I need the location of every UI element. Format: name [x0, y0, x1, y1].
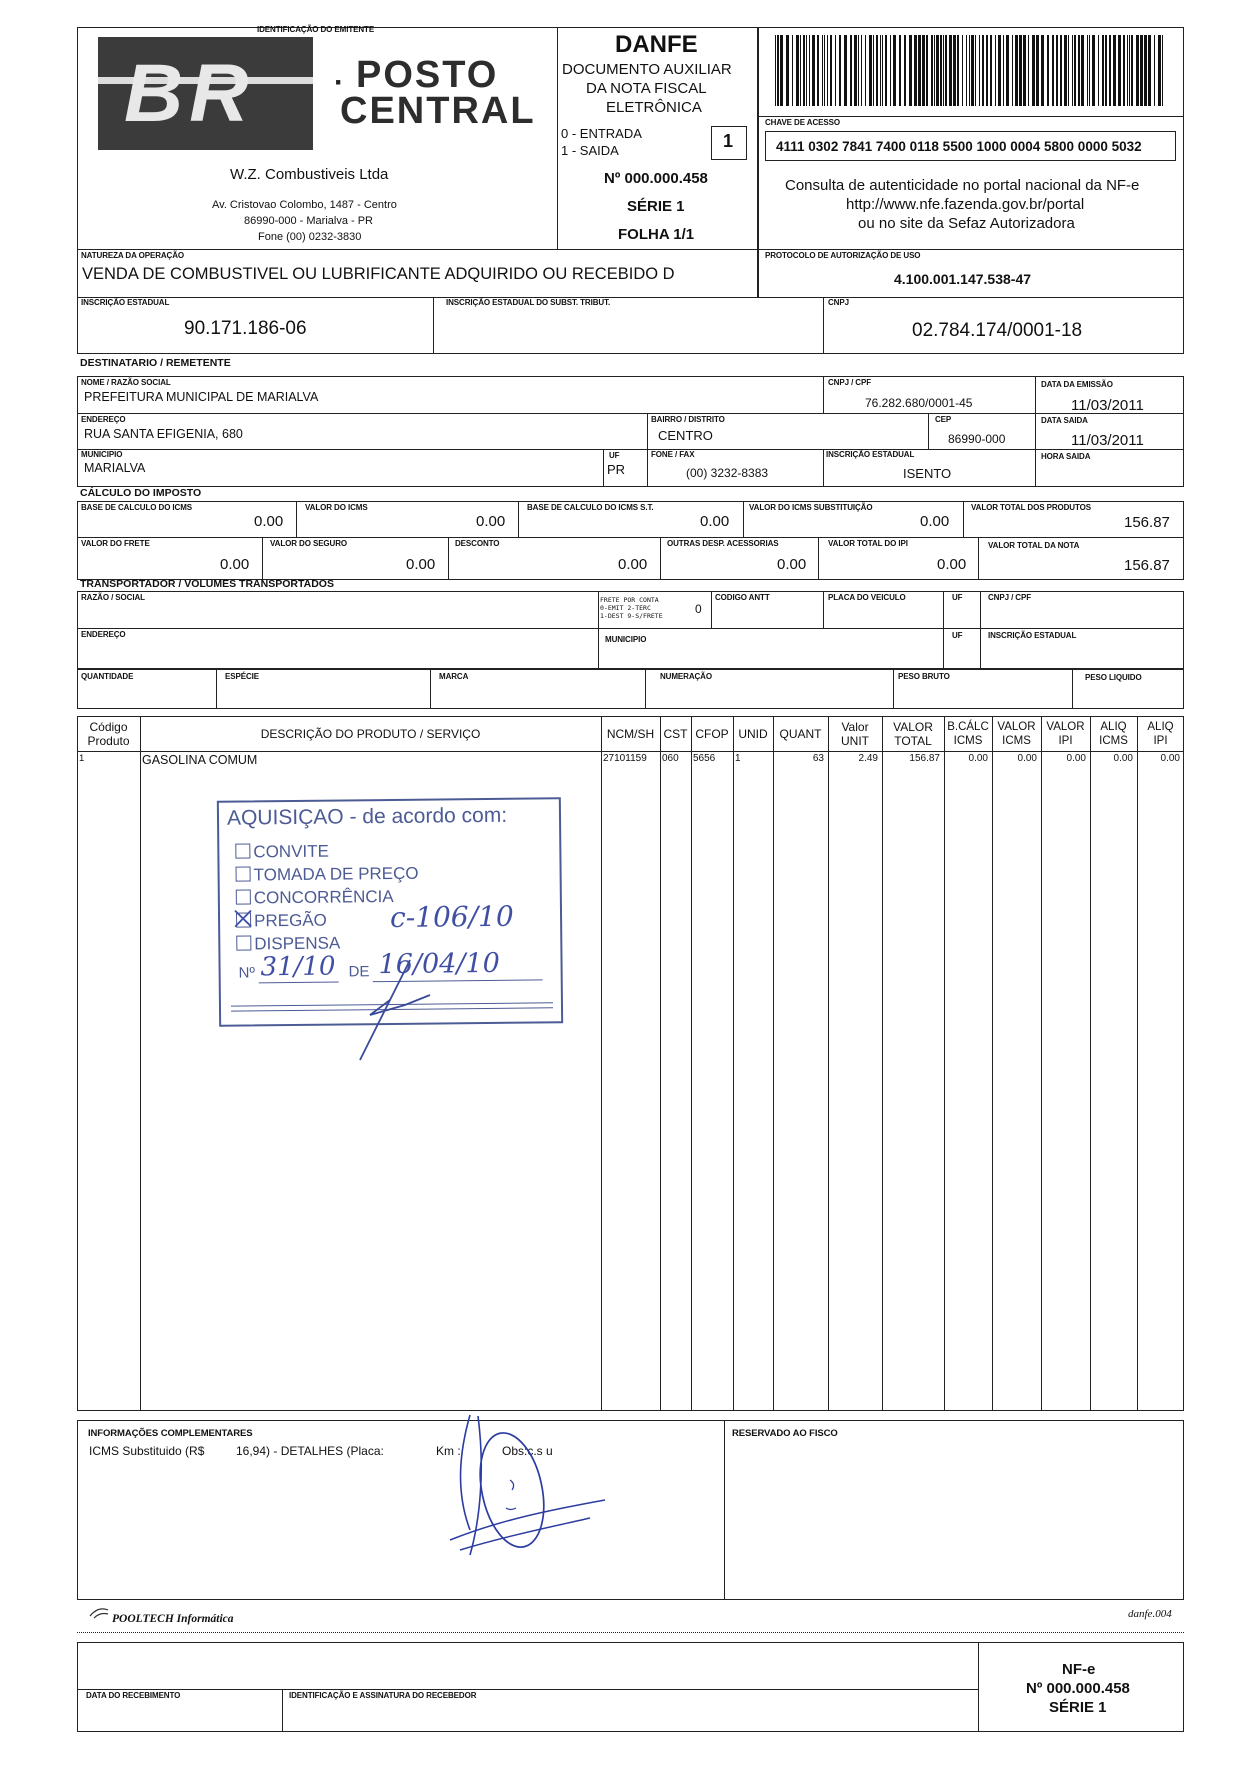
outras-label: OUTRAS DESP. ACESSORIAS — [667, 539, 779, 548]
products-header-cell: Valor — [841, 720, 869, 734]
products-cell: 0.00 — [1066, 753, 1086, 764]
dest-nome-label: NOME / RAZÃO SOCIAL — [81, 378, 171, 387]
dest-vline-cnpj — [823, 376, 824, 413]
stamp-option — [236, 864, 419, 886]
transp-v1 — [598, 591, 599, 669]
chave-divider — [758, 116, 1184, 117]
consulta-line2[interactable]: http://www.nfe.fazenda.gov.br/portal — [846, 196, 1085, 213]
chave-label: CHAVE DE ACESSO — [765, 118, 840, 127]
dest-bairro-label: BAIRRO / DISTRITO — [651, 415, 725, 424]
transp-municipio-label: MUNICIPIO — [605, 635, 647, 644]
dest-uf-label: UF — [609, 451, 620, 460]
vol-marca-label: MARCA — [439, 672, 469, 681]
dest-emissao: 11/03/2011 — [1071, 397, 1144, 414]
fisco-label: RESERVADO AO FISCO — [732, 1428, 838, 1439]
bc-icms-label: BASE DE CALCULO DO ICMS — [81, 503, 193, 512]
vol-especie-label: ESPÉCIE — [225, 672, 259, 681]
protocolo-label: PROTOCOLO DE AUTORIZAÇÃO DE USO — [765, 251, 921, 260]
brand-central: CENTRAL — [340, 90, 536, 132]
dest-saida-label: DATA SAIDA — [1041, 416, 1088, 425]
checkbox-icon — [236, 889, 251, 904]
barcode-icon — [775, 35, 1165, 106]
stamp-numero-line — [259, 982, 339, 984]
info-part2: 16,94) - DETALHES (Placa: — [236, 1444, 384, 1458]
danfe-subtitle1: DOCUMENTO AUXILIAR — [562, 61, 732, 78]
br-logo-text: BR — [124, 48, 255, 139]
br-logo — [98, 37, 313, 150]
icms: 0.00 — [476, 513, 506, 530]
dest-ie: ISENTO — [903, 466, 952, 481]
icms-st-label: VALOR DO ICMS SUBSTITUIÇÃO — [749, 503, 873, 512]
products-cell: 060 — [662, 753, 679, 764]
vol-v2 — [430, 669, 431, 709]
canhoto-box — [77, 1642, 1184, 1732]
products-col-divider — [944, 716, 945, 1411]
cut-line — [77, 1632, 1184, 1633]
danfe-serie: SÉRIE 1 — [627, 198, 685, 215]
stamp-option-label: CONCORRÊNCIA — [253, 886, 394, 908]
transp-endereco-label: ENDEREÇO — [81, 630, 126, 639]
footer-form-code: danfe.004 — [1128, 1608, 1172, 1620]
canhoto-numero: Nº 000.000.458 — [1026, 1680, 1130, 1697]
products-cell: 0.00 — [1113, 753, 1133, 764]
transp-v3 — [823, 591, 824, 628]
dest-vline-ie — [823, 449, 824, 487]
products-col-divider — [140, 716, 141, 1411]
dest-municipio-label: MUNICIPIO — [81, 450, 123, 459]
outras: 0.00 — [777, 556, 807, 573]
total-prod: 156.87 — [1124, 514, 1170, 531]
stamp-title: AQUISIÇAO - de acordo com: — [226, 803, 508, 830]
products-header-cell: ALIQ — [1100, 721, 1127, 733]
dest-cnpj-label: CNPJ / CPF — [828, 378, 872, 387]
products-header-cell: ICMS — [1002, 735, 1031, 747]
products-header-cell: VALOR — [997, 721, 1036, 733]
products-header-cell: UNIT — [841, 734, 869, 748]
ie-value: 90.171.186-06 — [184, 318, 307, 339]
transp-v2 — [711, 591, 712, 628]
stamp-option-label: PREGÃO — [253, 910, 327, 931]
products-header-cell: B.CÁLC — [947, 721, 989, 733]
transp-v4 — [943, 591, 944, 669]
products-header-cell: ALIQ — [1147, 721, 1174, 733]
products-cell: 2.49 — [858, 753, 878, 764]
natureza-label: NATUREZA DA OPERAÇÃO — [81, 251, 185, 260]
transp-placa-label: PLACA DO VEICULO — [828, 593, 906, 602]
stamp-numero-prefix: Nº — [238, 964, 256, 982]
info-label: INFORMAÇÕES COMPLEMENTARES — [88, 1428, 253, 1439]
imp-v9 — [978, 537, 979, 580]
emitente-label: IDENTIFICAÇÃO DO EMITENTE — [257, 25, 375, 34]
dest-vline-date — [1035, 376, 1036, 487]
inscricao-div1 — [433, 297, 434, 354]
products-header-cell: DESCRIÇÃO DO PRODUTO / SERVIÇO — [260, 727, 481, 741]
frete: 0.00 — [220, 556, 250, 573]
vol-v5 — [1072, 669, 1073, 709]
products-header-line — [77, 751, 1184, 752]
transp-frete-l1: FRETE POR CONTA — [600, 596, 659, 604]
dest-municipio: MARIALVA — [84, 461, 146, 475]
seguro: 0.00 — [406, 556, 436, 573]
imp-v8 — [818, 537, 819, 580]
dest-vline-bairro — [647, 413, 648, 449]
emitente-phone: Fone (00) 0232-3830 — [258, 231, 362, 243]
canhoto-data-label: DATA DO RECEBIMENTO — [86, 1691, 181, 1700]
dest-vline-fone — [647, 449, 648, 487]
products-header-cell: IPI — [1153, 735, 1168, 747]
info-part1: ICMS Substituido (R$ — [89, 1444, 205, 1458]
dest-emissao-label: DATA DA EMISSÃO — [1041, 380, 1113, 389]
protocolo-value: 4.100.001.147.538-47 — [894, 271, 1032, 287]
products-col-divider — [1137, 716, 1138, 1411]
emitente-address2: 86990-000 - Marialva - PR — [244, 215, 374, 227]
danfe-subtitle3: ELETRÔNICA — [606, 99, 702, 116]
transp-frete-l3: 1-DEST 9-S/FRETE — [600, 612, 663, 620]
products-col-divider — [992, 716, 993, 1411]
transp-hline — [77, 628, 1184, 629]
danfe-entrada: 0 - ENTRADA — [561, 126, 642, 141]
canhoto-nfe: NF-e — [1062, 1661, 1096, 1678]
stamp-option-label: TOMADA DE PREÇO — [253, 863, 419, 885]
canhoto-v-nfe — [978, 1642, 979, 1732]
seguro-label: VALOR DO SEGURO — [270, 539, 348, 548]
info-part3: Km : — [436, 1444, 461, 1458]
ie-label: INSCRIÇÃO ESTADUAL — [81, 298, 170, 307]
imp-v3 — [743, 501, 744, 537]
products-col-divider — [601, 716, 602, 1411]
products-header-cell: Produto — [87, 734, 130, 748]
stamp-option-label: DISPENSA — [254, 933, 341, 954]
danfe-tipo: 1 — [723, 131, 734, 151]
vol-numeracao-label: NUMERAÇÃO — [660, 672, 712, 681]
footer-software: POOLTECH Informática — [112, 1613, 234, 1625]
brand-posto: POSTO — [356, 54, 499, 96]
products-col-divider — [1041, 716, 1042, 1411]
products-col-divider — [660, 716, 661, 1411]
products-header-cell: VALOR — [893, 720, 933, 734]
dest-uf: PR — [607, 462, 626, 477]
checked-box-icon — [236, 912, 251, 927]
cnpj-emit-value: 02.784.174/0001-18 — [912, 320, 1083, 341]
dest-cep-label: CEP — [935, 415, 952, 424]
brand-dot: · — [334, 66, 344, 99]
products-header-cell: IPI — [1058, 735, 1073, 747]
products-col-divider — [691, 716, 692, 1411]
products-cell: 63 — [812, 753, 824, 764]
stamp-rubric-icon — [350, 955, 470, 1065]
dest-fone: (00) 3232-8383 — [686, 466, 769, 480]
products-col-divider — [733, 716, 734, 1411]
transp-frete-l2: 0-EMIT 2-TERC — [600, 604, 651, 612]
stamp-handwritten-code: c-106/10 — [389, 899, 514, 934]
products-cell: 1 — [735, 753, 741, 764]
emitente-name: W.Z. Combustiveis Ltda — [230, 166, 389, 183]
imposto-hline — [77, 537, 1184, 538]
cnpj-emit-label: CNPJ — [828, 298, 849, 307]
stamp-date-hand: 16/04/10 — [378, 947, 500, 981]
transp-razao-label: RAZÃO / SOCIAL — [81, 593, 145, 602]
bc-st: 0.00 — [700, 513, 730, 530]
dest-nome: PREFEITURA MUNICIPAL DE MARIALVA — [84, 390, 319, 404]
products-cell: 156.87 — [909, 753, 940, 764]
transp-cnpj-label: CNPJ / CPF — [988, 593, 1032, 602]
products-cell: 0.00 — [968, 753, 988, 764]
products-header-cell: CST — [663, 727, 688, 741]
dest-endereco-label: ENDEREÇO — [81, 415, 126, 424]
desconto: 0.00 — [618, 556, 648, 573]
checkbox-icon — [236, 935, 251, 950]
products-cell: GASOLINA COMUM — [142, 753, 258, 767]
consulta-line3: ou no site da Sefaz Autorizadora — [858, 215, 1075, 232]
ipi-label: VALOR TOTAL DO IPI — [828, 539, 908, 548]
products-header-cell: VALOR — [1046, 721, 1085, 733]
dest-saida: 11/03/2011 — [1071, 432, 1144, 449]
transp-uf-label: UF — [952, 593, 963, 602]
products-header-cell: TOTAL — [894, 734, 932, 748]
dest-hline2 — [77, 449, 1184, 450]
transp-v5 — [980, 591, 981, 669]
chave-value: 4111 0302 7841 7400 0118 5500 1000 0004 5800 0000 5032 — [776, 139, 1142, 154]
canhoto-v-data — [282, 1689, 283, 1732]
transp-frete-val: 0 — [695, 602, 702, 616]
products-header-cell: NCM/SH — [606, 727, 655, 741]
stamp-option — [236, 911, 327, 932]
stamp-option — [235, 842, 329, 863]
products-cell: 5656 — [693, 753, 716, 764]
vol-v3 — [645, 669, 646, 709]
vol-qtd-label: QUANTIDADE — [81, 672, 134, 681]
canhoto-serie: SÉRIE 1 — [1049, 1699, 1107, 1716]
destinatario-section: DESTINATARIO / REMETENTE — [80, 357, 231, 369]
natureza-value: VENDA DE COMBUSTIVEL OU LUBRIFICANTE ADQUIRIDO OU RECEBIDO D — [82, 265, 675, 283]
fisco-box — [724, 1420, 1184, 1600]
stamp-numero-hand: 31/10 — [260, 951, 336, 983]
products-header-cell: ICMS — [1099, 735, 1128, 747]
danfe-subtitle2: DA NOTA FISCAL — [586, 80, 707, 97]
imp-v2 — [518, 501, 519, 537]
icms-st: 0.00 — [920, 513, 950, 530]
vol-peso-bruto-label: PESO BRUTO — [898, 672, 950, 681]
products-col-divider — [882, 716, 883, 1411]
emitente-address1: Av. Cristovao Colombo, 1487 - Centro — [212, 199, 397, 211]
total-nota: 156.87 — [1124, 557, 1170, 574]
vol-peso-liq-label: PESO LIQUIDO — [1085, 673, 1142, 682]
vol-v1 — [216, 669, 217, 709]
ipi: 0.00 — [937, 556, 967, 573]
dest-hline1 — [77, 413, 1184, 414]
dest-vline-cep — [928, 413, 929, 449]
products-header-cell: QUANT — [779, 727, 822, 741]
products-col-divider — [1090, 716, 1091, 1411]
transp-uf2-label: UF — [952, 631, 963, 640]
danfe-title: DANFE — [615, 31, 698, 58]
info-part4: Obs:c.s u — [502, 1444, 553, 1458]
frete-label: VALOR DO FRETE — [81, 539, 150, 548]
imposto-section: CÁLCULO DO IMPOSTO — [80, 487, 202, 499]
dest-hora-label: HORA SAIDA — [1041, 452, 1091, 461]
imp-v6 — [448, 537, 449, 580]
icms-label: VALOR DO ICMS — [305, 503, 368, 512]
inscricao-div2 — [823, 297, 824, 354]
stamp-option-label: CONVITE — [253, 841, 330, 862]
ie-st-label: INSCRIÇÃO ESTADUAL DO SUBST. TRIBUT. — [446, 298, 611, 307]
dest-cnpj: 76.282.680/0001-45 — [865, 396, 973, 410]
checkbox-icon — [235, 843, 250, 858]
transportador-section: TRANSPORTADOR / VOLUMES TRANSPORTADOS — [80, 578, 334, 590]
products-cell: 1 — [79, 753, 85, 764]
checkbox-icon — [236, 866, 251, 881]
transp-ie-label: INSCRIÇÃO ESTADUAL — [988, 631, 1077, 640]
dest-cep: 86990-000 — [948, 432, 1006, 446]
total-nota-label: VALOR TOTAL DA NOTA — [988, 541, 1080, 550]
consulta-line1: Consulta de autenticidade no portal nacional da NF-e — [785, 177, 1140, 194]
imp-v4 — [963, 501, 964, 537]
products-header-cell: Código — [89, 720, 128, 734]
products-header-cell: ICMS — [953, 735, 983, 747]
products-cell: 0.00 — [1017, 753, 1037, 764]
canhoto-ident-label: IDENTIFICAÇÃO E ASSINATURA DO RECEBEDOR — [289, 1691, 477, 1700]
signature-icon — [440, 1410, 610, 1560]
products-header-cell: UNID — [738, 727, 768, 741]
products-cell: 0.00 — [1160, 753, 1180, 764]
danfe-numero: Nº 000.000.458 — [604, 170, 708, 187]
dest-endereco: RUA SANTA EFIGENIA, 680 — [84, 427, 243, 441]
stamp-de-label: DE — [348, 963, 370, 981]
products-col-divider — [828, 716, 829, 1411]
bc-icms: 0.00 — [254, 513, 284, 530]
total-prod-label: VALOR TOTAL DOS PRODUTOS — [971, 503, 1091, 512]
transp-antt-label: CODIGO ANTT — [715, 593, 770, 602]
dest-bairro: CENTRO — [658, 428, 713, 443]
bc-st-label: BASE DE CALCULO DO ICMS S.T. — [527, 503, 654, 512]
vol-v4 — [893, 669, 894, 709]
stamp-option — [236, 887, 394, 909]
danfe-folha: FOLHA 1/1 — [618, 226, 695, 243]
imp-v5 — [262, 537, 263, 580]
imp-v1 — [296, 501, 297, 537]
products-col-divider — [773, 716, 774, 1411]
pooltech-logo-icon — [88, 1606, 110, 1620]
desconto-label: DESCONTO — [455, 539, 500, 548]
imp-v7 — [660, 537, 661, 580]
canhoto-hline — [77, 1689, 978, 1690]
products-cell: 27101159 — [603, 753, 647, 764]
dest-vline-uf — [603, 449, 604, 487]
dest-fone-label: FONE / FAX — [651, 450, 695, 459]
products-header-cell: CFOP — [695, 727, 729, 741]
danfe-saida: 1 - SAIDA — [561, 143, 619, 158]
dest-ie-label: INSCRIÇÃO ESTADUAL — [826, 450, 915, 459]
